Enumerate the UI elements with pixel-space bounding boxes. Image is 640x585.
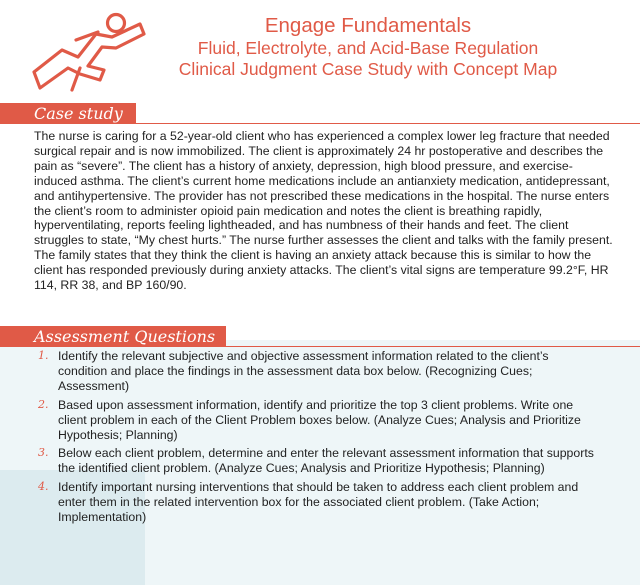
assessment-questions-heading: Assessment Questions — [0, 326, 226, 347]
stretching-figure-logo-icon — [28, 10, 146, 96]
question-number: 3. — [38, 446, 49, 460]
document-header — [140, 14, 596, 80]
subtitle-line-2: Clinical Judgment Case Study with Concept Map — [178, 59, 558, 79]
question-item — [38, 398, 600, 443]
question-number: 2. — [38, 397, 49, 411]
question-text: Identify important nursing interventions that should be taken to address each client problem and enter them in the related intervention box for the associated client problem. (Take Action; Implementation) — [58, 480, 579, 525]
question-text: Below each client problem, determine and enter the relevant assessment information that supports the identified client problem. (Analyze Cues; Analysis and Prioritize Hypothesis; Planning) — [58, 446, 594, 476]
question-item — [38, 349, 600, 394]
case-study-divider — [0, 123, 640, 124]
subtitle-line-1: Fluid, Electrolyte, and Acid-Base Regulation — [197, 38, 539, 58]
assessment-question-list — [38, 349, 600, 529]
question-text: Based upon assessment information, identify and prioritize the top 3 client problems. Write one client problem in each of the Client Problem boxes below. (Analyze Cues; Analysis and Prioritize Hypothesis; Planning) — [58, 397, 581, 442]
question-item — [38, 480, 600, 525]
brand-title: Engage Fundamentals — [264, 14, 472, 37]
case-study-heading: Case study — [0, 103, 136, 124]
question-item — [38, 446, 600, 476]
assessment-divider — [0, 346, 640, 347]
case-study-text: The nurse is caring for a 52-year-old client who has experienced a complex lower leg fracture that needed surgical repair and is now immobilized. The client is approximately 24 hr postoperative and describes the pain as “severe”. The client has a history of anxiety, depression, high blood pressure, and exercise-induced asthma. The client’s current home medications include an antianxiety medication, antidepressant, and antihypertensive. The provider has not prescribed these medications in the hospital. The nurse enters the client’s room to administer opioid pain medication and notes the client is breathing rapidly, hyperventilating, reports feeling lightheaded, and has numbness of their hands and feet. The client struggles to state, “My chest hurts.” The nurse further assesses the client and talks with the family present. The family states that they think the client is having an anxiety attack because this is similar to how the client has responded previously during anxiety attacks. The client’s vital signs are temperature 99.2°F, HR 114, RR 38, and BP 160/90. — [34, 129, 613, 293]
question-number: 4. — [38, 480, 49, 494]
question-text: Identify the relevant subjective and objective assessment information related to the client’s condition and place the findings in the assessment data box below. (Recognizing Cues; Assessment) — [58, 349, 549, 393]
question-number: 1. — [38, 349, 49, 362]
